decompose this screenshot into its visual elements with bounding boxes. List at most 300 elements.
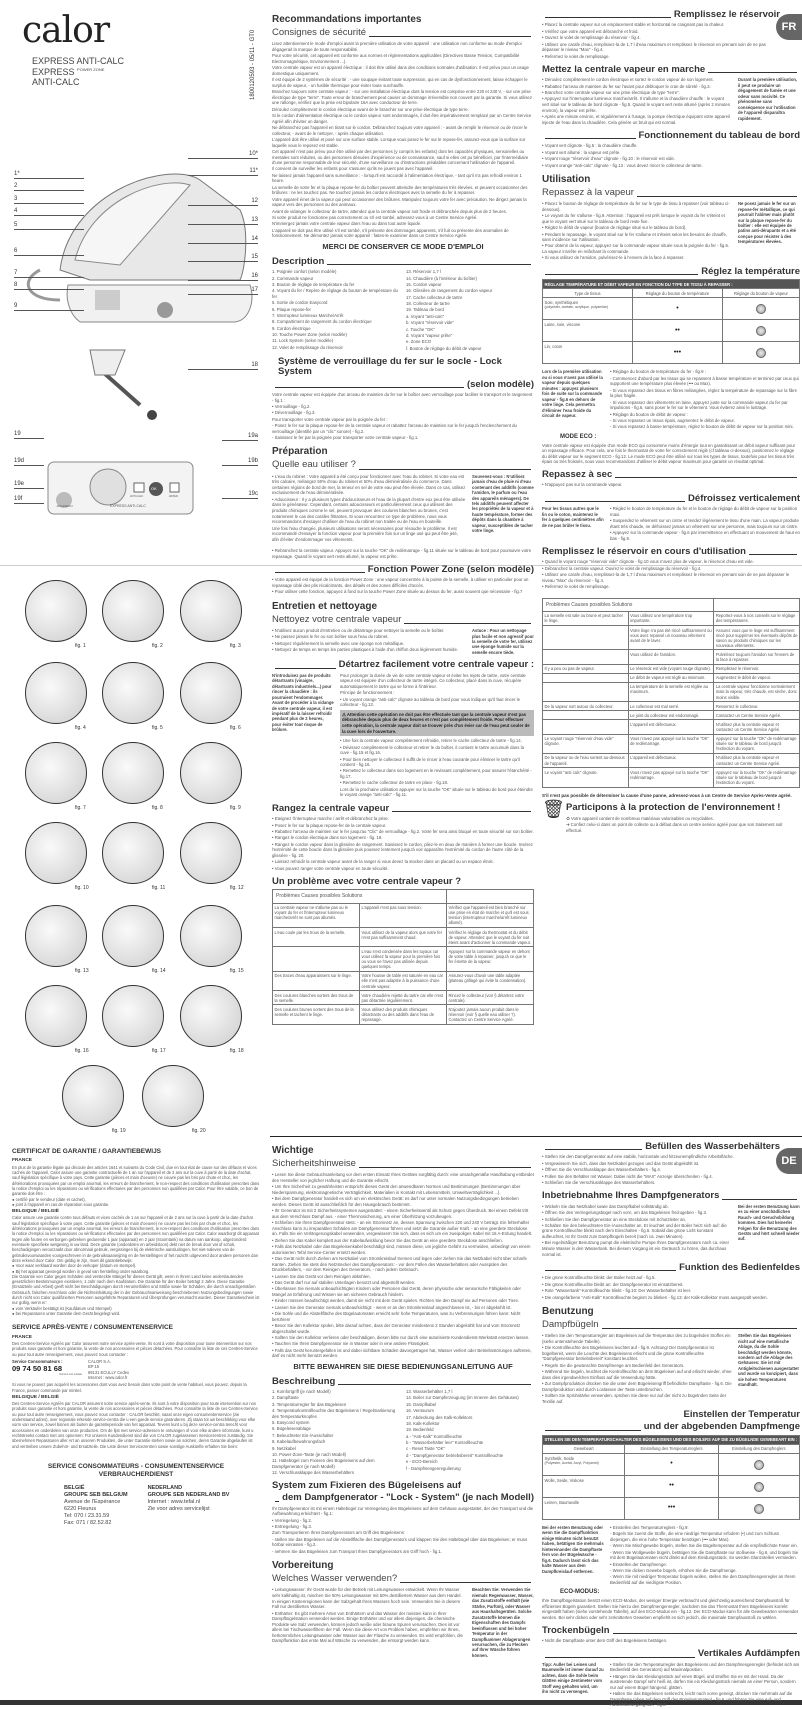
- address-line: 6220 Fleurus: [64, 1505, 97, 1512]
- eco-mode-title: MODE ECO :: [560, 433, 597, 440]
- bullet-item: • Während Sie bügeln, leuchtet die Kontrollleuchte an dem Bügeleisen auf und erlischt wieder, ohne dass dies irgendwelchen Einfluss auf die Verwendung hätte.: [542, 1369, 732, 1380]
- section-heading-2: [542, 1422, 800, 1432]
- note-text: S'il n'est pas possible de déterminer la cause d'une panne, adressez-vous à un Centre de Service Après-Vente agréé.: [542, 792, 792, 798]
- part-label: 11*: [188, 168, 258, 176]
- bullet-item: • Bei regelmäßiger Benutzung pumpt die elektrische Pumpe Ihres Dampfgenerators nach ca. einer Minute Wasser in den Wassertank. Bei diesem Vorgang ist ein Geräusch zu hören, das durchaus normal ist.: [542, 1240, 730, 1257]
- bullet-item: - Si vous repassez des tissus en fibres mélangées, réglez la température de repassage sur la fibre la plus fragile.: [610, 387, 798, 399]
- section-utilisation: [542, 174, 800, 262]
- section-heading: [542, 1306, 800, 1317]
- solution-cell: Vérifiez le réglage du thermostat et du débit de vapeur. Attendez que le voyant du fer soit éteint avant d'actionner la commande vapeur.: [447, 928, 534, 947]
- table-header-row: [543, 1444, 800, 1453]
- table-row: [543, 753, 800, 767]
- warranty-text: En plus de la garantie légale qui découle des articles 1641 et suivants du Code Civil, due en tout état de cause sur des défauts et vices cachés de l'appareil, Calor assure une garantie contractuelle de 1 an sur l'appareil et de 2 ans sur la cuve à partir de la date d'achat, sauf législation spécifique à votre pays. Cette garantie (pièces et main d'oeuvre) ne couvre pas les bris par chute et choc, les détériorations provoquées par un emploi anormal, les erreurs de branchement, le non-respect des conditions d'utilisation prescrites dans la notice d'emploi ou les réparations ou vérifications effectuées par des personnes non qualifiées par Calor. Pour être valable, ce bon de garantie doit être :: [12, 1164, 260, 1197]
- bullet-item: • Einstellen des Temperaturreglers - fig.9:: [610, 1525, 689, 1531]
- solution-cell: Remplissez le réservoir.: [714, 664, 800, 673]
- section-body: [542, 506, 800, 542]
- address-line: CALOR S.A.: [88, 1358, 111, 1364]
- section-heading-text: Réglez la température: [701, 265, 800, 277]
- main-text: [272, 628, 466, 655]
- recycle-bin-icon: 🗑: [542, 799, 565, 820]
- bullet-item: 14. Chaudière (à l'intérieur du boîtier): [406, 275, 478, 281]
- figure-caption: fig. 11: [152, 885, 166, 891]
- bullet-item: a - "Anti-Kalk" Kontrollleuchte: [406, 1433, 463, 1439]
- warranty-text: Die Garantie von Calor gegen Schäden und versteckte Mängel für dieses Gerät gilt, wenn in Ihrem Land keine anderslautenden gesetzlichen Bestimmungen existieren, 1 Jahr nach dem Kaufdatum. Die Garantie für den Boiler beträgt 2 Jahre. Diese Garantie (Ersatzteile und Arbeit) greift nicht bei Beschädigungen durch Herunterfallen und Stöße sowie für Schäden, die durch unsachgemäßen Gebrauch, falschen Anschluss oder die Nichteinhaltung der in der Gebrauchsanweisung beschriebenen Nutzungsbedingungen sowie durch nicht von Calor qualifizierten Personen ausgeführte Reparaturen und Überprüfungen verursacht wurden. Dieser Garantieschein ist nur gültig, wenn er:: [12, 1273, 260, 1306]
- problem-cell: [543, 682, 629, 701]
- bullet-item: • Quand le voyant rouge "réservoir vide" clignote - fig.10 vous n'avez plus de vapeur, le réservoir d'eau est vide.: [542, 559, 754, 565]
- bullet-item: • Rebranchez la centrale vapeur. Appuyez sur la touche "OK" de redémarrage - fig.11 située sur le tableau de bord pour poursuivre votre repassage. Quand le voyant vert reste allumé, la vapeur est prête.: [272, 548, 532, 559]
- bullet-item: • Die Kontrollleuchte des Bügeleisens leuchtet auf - fig.9. Achtung! Der Dampfgenerator ist bügelbereit, wenn die Leuchte des Bügeleisens erlischt und die grüne Kontrollleuchte "Dampfgenerator betriebsbereit" konstant leuchtet.: [542, 1345, 714, 1362]
- bullet-item: Votre centrale vapeur est équipée d'un arceau de maintien du fer sur le boîtier avec verrouillage pour faciliter le transport et le rangement - fig.1 :: [272, 391, 533, 403]
- bullet-item: Déroulez complètement le cordon électrique avant de le brancher sur une prise électrique de type terre.: [272, 106, 469, 112]
- bullet-item: - Si vous repassez un tissus épais, augmentez le débit de vapeur.: [610, 418, 735, 424]
- bullet-item: Votre appareil émet de la vapeur qui peut occasionner des brûlures. Manipulez toujours votre fer avec précaution. Ne dirigez jamais la vapeur vers des personnes ou des animaux.: [272, 196, 527, 208]
- section-subheading: [542, 187, 800, 199]
- section-environnement: [542, 799, 800, 834]
- bullet-item: • Suspendez le vêtement sur un cintre et tendez légèrement le tissu d'une main. La vapeur produite étant très chaude, ne défroissez jamais un vêtement sur une personne, mais toujours sur un cintre.: [610, 518, 799, 529]
- table-row: [543, 1498, 800, 1520]
- heading-rule: [275, 387, 464, 388]
- solution-cell: Pulvérisez toujours l'amidon sur l'envers de la face à repasser.: [714, 650, 800, 664]
- bullet-item: Une fois l'eau changée, plusieurs utilisations seront nécessaires pour résoudre le problème. Il est recommandé d'essayer la fonction vapeur pour la première fois sur un linge usé qui peut être jeté, afin d'éviter d'endommager vos vêtements.: [272, 525, 458, 542]
- bullet-item: • Appuyez sur l'interrupteur lumineux marche/arrêt. Il s'allume et la chaudière chauffe : le voyant vert situé sur le tableau de bord clignote - fig.5. Quand le voyant vert reste allumé (après 2 minutes environ), la vapeur est prête.: [542, 96, 730, 113]
- panel-label: 19a: [222, 433, 258, 441]
- bullet-item: • Leitungswasser: Ihr Gerät wurde für den Betrieb mit Leitungswasser entwickelt. Wenn Ihr Wasser sehr kalkhaltig ist, mischen Sie 50% Leitungswasser mit 50% destilliertem Wasser aus dem Handel. In einigen Küstenregionen kann der Salzgehalt Ihres Wassers hoch sein. Verwenden Sie in diesem Fall nur destilliertes Wasser.: [272, 1587, 462, 1610]
- bullet-item: • Utilisez une carafe d'eau, remplissez-la de 1,7 l d'eau maximum et remplissez le réservoir en prenant soin de ne pas dépasser le niveau "Max" du réservoir - fig.4.: [542, 572, 790, 583]
- side-note: Durant la première utilisation, il peut se produire un dégagement de fumée et une odeur sans nocivité. Ce phénomène sans conséquence sur l'utilisation de l'appareil disparaîtra rapidement.: [738, 77, 798, 121]
- bullet-item: • Ne passez jamais le fer ou son boîtier sous l'eau du robinet.: [272, 634, 389, 640]
- bullet-item: 8. Compartiment de rangement du cordon électrique: [272, 319, 372, 325]
- bullet-item: • Lassen Sie das Gerät vor dem Reinigen abkühlen.: [272, 1273, 371, 1279]
- bullet-item: b - "Wasserbehälter leer" Kontrollleuchte: [406, 1440, 484, 1445]
- figure-caption: fig. 9: [230, 805, 241, 811]
- steam-setting-cell: [718, 1476, 799, 1498]
- bullet-item: Ne laissez jamais l'appareil sans surveillance : - lorsqu'il est raccordé à l'alimentation électrique, - tant qu'il n'a pas refroidi environ 1 heure.: [272, 172, 522, 184]
- column-1-warranty: [12, 1148, 260, 1527]
- section-heading-text: Remplissez le réservoir en cours d'utilisation: [542, 546, 746, 558]
- bullet-item: • Posez le fer sur la plaque repose-fer de la centrale vapeur.: [272, 822, 387, 828]
- warranty-item: ● joint à l'appareil en cas de réparation sous garantie.: [12, 1201, 110, 1207]
- column-header: Type de tissus: [543, 289, 633, 298]
- figure-caption: fig. 20: [192, 1128, 206, 1134]
- section-heading-2-text: und der abgebenden Dampfmenge: [643, 1421, 800, 1433]
- steam-knob-icon: [756, 348, 766, 358]
- phone-block: [12, 1359, 82, 1380]
- bullet-item: f. Bouton de réglage du débit de vapeur: [406, 345, 482, 351]
- problem-cell: Il y a peu ou pas de vapeur.: [543, 664, 629, 673]
- part-label: 3: [14, 196, 84, 204]
- bullet-item: • Nettoyez régulièrement la semelle avec une éponge non métallique.: [272, 640, 405, 646]
- section-heading-text: Utilisation: [542, 173, 591, 185]
- heading-rule: [545, 501, 685, 502]
- bullet-item: • Ouvrez le volet de remplissage du réservoir - fig.4.: [542, 35, 641, 41]
- panel-label: 19d: [14, 458, 44, 466]
- section-heading-text: Benutzung: [542, 1305, 594, 1317]
- bullet-item: • Pour obtenir de la vapeur, appuyez sur la commande vapeur située sous la poignée du fer - fig.6. La vapeur s'arrête en relâchant la commande.: [542, 243, 730, 255]
- bullet-item: 17. Abdeckung des Kalk-Kollektors: [406, 1414, 473, 1420]
- bullet-item: 10. Power-Zone-Taste (je nach Modell): [272, 1451, 347, 1457]
- eco-mode-text: Votre centrale vapeur est équipée d'un mode ECO qui consomme moins d'énergie tout en garantissant un débit vapeur suffisant pour un repassage efficace. Pour cela, une fois le thermostat de votre fer correctement réglé (cf tableau ci-dessus), positionnez le réglage du débit vapeur sur le segment ECO - fig.12. Le mode ECO peut être utilisé sur tous les types de tissus, toutefois pour les tissus très épais ou très froissés, nous vous recommandons d'utiliser le débit vapeur maximum pour garantir un résultat optimal.: [542, 442, 796, 465]
- steam-setting-cell: [722, 342, 799, 364]
- part-label: 4: [14, 208, 84, 216]
- section-detartrez: [272, 660, 534, 798]
- table-row: [543, 768, 800, 787]
- consumer-label: Service Consommateurs :: [12, 1358, 63, 1364]
- cause-cell: L'eau s'est condensée dans les tuyaux car vous utilisez la vapeur pour la première fois ou vous ne l'avez pas utilisée depuis quelques temps.: [360, 947, 447, 971]
- bullet-item: • Après une minute environ, et régulièrement à l'usage, la pompe électrique équipant votre appareil injecte de l'eau dans la chaudière. Cela génère un bruit qui est normal.: [542, 113, 730, 125]
- bullet-item: • Schließen Sie Ihren Dampfgenerator stets: - an ein Stromnetz an, dessen Spannung zwischen 220 und 240 V beträgt. Ein fehlerhafter Anschluss kann zu irreparablen Schäden am Dampfgenerator führen und setzt die Garantie außer Kraft. - an eine geerdete Steckdose an. Falls Sie ein Verlängerungskabel verwenden, vergewissern Sie sich, dass es sich um ein zweipoliges Kabel mit 16 A-Erdung handelt.: [272, 1220, 533, 1237]
- section-body: [272, 474, 534, 543]
- steam-knob-icon: [754, 1504, 764, 1514]
- bullet-item: • Verrouillage - fig.2.: [272, 403, 311, 409]
- bullet-item: 12. Volet de remplissage du réservoir: [272, 344, 343, 350]
- table-row: [543, 682, 800, 701]
- section-trocken: [542, 1626, 800, 1645]
- fabric-cell: [543, 342, 633, 364]
- bullet-item: 1. Komfortgriff (je nach Modell): [272, 1389, 331, 1394]
- bullet-item: 19. Bedienfeld: [406, 1427, 434, 1433]
- column-header: Einstellung des Dampfreglers: [718, 1444, 799, 1453]
- section-recommandations: [272, 14, 534, 252]
- bullet-item: • Bevor Sie den Kollektor spülen, bitte darauf achten, dass der Generator mindestens 2 Stunden abgekühlt hat und vom Stromnetz abgeschaltet wurde.: [272, 1322, 521, 1334]
- section-subheading-text: Quelle eau utiliser ?: [272, 459, 356, 471]
- solution-cell: Rincez le collecteur (voir § détartrez votre centrale).: [447, 991, 534, 1005]
- bullet-item: - Si vous repassez à basse température, réglez le bouton de débit de vapeur sur la position mini.: [610, 424, 794, 430]
- table-header: Problèmes Causes possibles Solutions: [273, 890, 447, 903]
- panel-water-label: WATER: [169, 495, 178, 498]
- heading-rule: [327, 264, 531, 265]
- table-row: [273, 903, 534, 927]
- figure-caption: fig. 14: [152, 968, 166, 974]
- section-service: [12, 1324, 260, 1449]
- section-heading: [272, 601, 534, 612]
- bullet-item: • Dévissez complètement le collecteur et retirer le du boîtier, il contient le tartre accumulé dans la cuve - fig.15 et fig.16.: [340, 744, 524, 756]
- bullet-item: • Sollten Sie Sprühstärke verwenden, sprühen Sie diese nur auf der nicht zu bügelnden Seite der Textilie auf.: [542, 1392, 727, 1404]
- section-rangez: [272, 804, 534, 872]
- table-row: [543, 734, 800, 753]
- panel-label: 19f: [14, 496, 44, 504]
- bullet-item: 2. Commande vapeur: [272, 275, 314, 281]
- table-row: [273, 971, 534, 990]
- steam-setting-cell: [718, 1498, 799, 1520]
- bullet-item: - Wenn Sie Wollgewebe bügeln, betätigen Sie die Dampftaste nur stoßweise - fig.6, und bügeln Sie mit dem Bügelautomaten nicht direkt auf dem Kleidungsstück. So werden Glanzstellen vermieden.: [610, 1549, 799, 1561]
- model-name-1: EXPRESS ANTI-CALC: [32, 56, 125, 66]
- bullet-item: - nehmen Sie das Bügeleisen zum Transport Ihres Dampfgenerators am Griff hoch - fig.1.: [272, 1548, 442, 1554]
- address-line: Fax: 071 / 82.52.82: [64, 1519, 112, 1526]
- bullet-item: • Voyant orange "anti-calc" clignote - fig.13 : vous devez rincer le collecteur de tartre.: [542, 162, 703, 168]
- heading-rule: [275, 668, 336, 669]
- section-entretien: [272, 601, 534, 656]
- bullet-item: • Réglage du bouton de température du fer - fig.9 :: [610, 369, 706, 375]
- column-header: Réglage du bouton de température: [633, 289, 723, 298]
- part-label: 8: [14, 282, 84, 290]
- steam-setting-cell: [722, 298, 799, 320]
- panel-label: 19e: [14, 481, 44, 489]
- warranty-item: ● bei Reparaturen unter Garantie dem Gerät beigelegt wird.: [12, 1311, 121, 1317]
- heading-rule: [602, 1328, 797, 1329]
- bullet-item: • Enthärter: Es gibt mehrere Arten von Enthärtern und das Wasser der meisten kann in Ihrer Dampfbügelstation verwendet werden. Einige Enthärter und vor allem diejenigen, die chemische Produkte wie Salz verwenden, können jedoch weiße oder braune Spuren verursachen. Dies ist vor allem bei Tischwasserfiltern der Fall. Wenn Sie diese Art von Problem haben, empfehlen wir Ihnen, herkömmliches Leitungswasser oder Wasser aus der Flasche zu verwenden. Es wird empfohlen, die Dampffunktion das erste Mal auf Wäsche zu verwenden, die entsorgt werden kann.: [272, 1610, 463, 1644]
- section-subheading-text: Dampfbügeln: [542, 1318, 599, 1330]
- fabric-name: Synthetik, Seide: [544, 1455, 575, 1461]
- bullet-item: • Une fois la centrale vapeur complètement refroidie, retirer le cache collecteur de tartre - fig.14.: [340, 738, 522, 744]
- problem-cell: Le voyant "anti calc" clignote.: [543, 768, 629, 787]
- table-row: [543, 298, 800, 320]
- figure-illustration: [102, 905, 164, 967]
- warranty-text: Calor assure une garantie contre tous défauts et vices cachés de 1 an sur l'appareil et de 2 ans sur la cuve à partir de la date d'achat sauf législation spécifique à votre pays. Cette garantie (pièces et main d'oeuvre) ne couvre pas les bris par chute et choc, les détériorations provoquées par un emploi anormal, les erreurs de branchement, le non-respect des conditions d'utilisation prescrites dans la notice d'emploi ou les réparations ou vérifications effectuées par des personnes non qualifiées par Calor. Calor waarborgt dit apparaat tegen alle fouten en verborgen gebreken gedurende 1 jaar (apparaat) en 2 jaar (stoomtank) na datum van aankoop, uitgezonderd eventuele specifieke wetgeving in uw land. Deze garantie (onderdelen en arbeidsloon) dekt niet de breuk door val of schok, beschadigingen veroorzaakt door abnormaal gebruik, vergissingen bij de elektrische aansluitingen, het niet-naleven van de gebruiksvoorwaarden voorgeschreven in de gebruiksaanwijzing en de herstellingen of het nazicht uitgevoerd door andere personen dan deze erkend door Calor. Om geldig te zijn, moet dit garantiebewijs:: [12, 1215, 260, 1263]
- section-heading: [542, 131, 800, 141]
- bullet-item: • Die orangefarbene "Anti-Kalk" Kontrollleuchte beginnt zu blinken - fig.13: der Kalk-Kollektor muss ausgespült werden.: [542, 1294, 768, 1300]
- bullet-item: • Débranchez la centrale vapeur. Ouvrez le volet de remplissage du réservoir - fig.4.: [542, 565, 702, 571]
- main-text: [610, 506, 800, 542]
- bullet-item: Avant de vidanger le collecteur de tartre, attendez que la centrale vapeur soit froide et débranchée depuis plus de 2 heures.: [272, 208, 507, 214]
- main-text: [610, 369, 800, 430]
- section-inbetrieb: [542, 1191, 800, 1258]
- address-line: BP 15: [88, 1364, 100, 1370]
- side-note: Pour les tissus autres que le lin ou le coton, maintenez le fer à quelques centimètres afin de ne pas brûler le tissu.: [542, 506, 604, 528]
- bullet-item: • Utilisez une carafe d'eau, remplissez-la de 1,7 l d'eau maximum et remplissez le réservoir en prenant soin de ne pas dépasser le niveau "Max" - fig.4.: [542, 41, 766, 53]
- bullet-item: • Schalten Sie den beleuchteten Ein-/Ausschalter an. Er leuchtet und der Boiler heizt sich auf: die grüne Kontrollleuchte blinkt nach dem Einschalten - fig.5. Sobald das grüne Licht konstant aufleuchtet, ist Ihr Gerät zum Dampfbügeln bereit (nach ca. zwei Minuten).: [542, 1222, 727, 1240]
- section-heading-text: Rangez la centrale vapeur: [272, 802, 390, 814]
- part-label: 10*: [188, 151, 258, 159]
- bullet-item: 15. Cordon vapeur: [406, 281, 442, 287]
- section-body: [272, 1587, 534, 1658]
- part-label: 6: [14, 248, 84, 256]
- section-body: [542, 1204, 800, 1258]
- table-header-row: [543, 289, 800, 298]
- section-heading-text: Recommandations importantes: [272, 14, 422, 25]
- problem-cell: De la vapeur sort autour du collecteur.: [543, 702, 629, 711]
- section-consumer: [12, 1463, 260, 1527]
- section-einstellen_notes: [542, 1525, 800, 1620]
- bullet-item: - Saisissez le fer par la poignée pour transporter votre centrale vapeur - fig.1.: [272, 434, 419, 440]
- problem-table: [272, 889, 534, 1024]
- bullet-item: • Un voyant orange "anti-calc" clignote au tableau de bord pour vous indiquer qu'il faut rincer le collecteur - fig.13.: [340, 696, 520, 708]
- problem-cell: [543, 650, 629, 664]
- figure-caption: fig. 4: [75, 725, 86, 731]
- main-text: [272, 1587, 466, 1658]
- contact-block: [12, 1359, 260, 1380]
- table-title: RÉGLAGE TEMPÉRATURE ET DÉBIT VAPEUR EN FONCTION DU TYPE DE TISSU À REPASSER :: [543, 280, 800, 289]
- doc-code: 1800120593 - 05/11 - GT0: [250, 29, 256, 100]
- bullet-item: 4. Voyant du fer / Repère de réglage du bouton de température du fer: [272, 288, 398, 299]
- bullet-item: • Appuyez sur la commande vapeur - fig.6 par intermittence en effectuant un mouvement de haut en bas - fig.8.: [610, 530, 800, 541]
- panel-label: 19b: [222, 458, 258, 466]
- column-header: Gewebeart: [543, 1444, 625, 1453]
- bullet-item: 16. Glissière de rangement du cordon vapeur: [406, 288, 493, 294]
- solution-cell: Appuyez sur la touche "OK" de redémarrage située sur le tableau de bord jusqu'à l'extinction du voyant.: [714, 734, 800, 753]
- bullet-item: 2. Dampftaste: [272, 1395, 299, 1401]
- section-fonctionnement: [542, 131, 800, 169]
- bullet-item: • Bei dem Dampfgenerator handelt es sich um ein elektrisches Gerät: es darf nur unter normalen Nutzungsbedingungen betrieben werden. Dieses Gerät ist ausschließlich für den Hausgebrauch bestimmt.: [272, 1196, 519, 1207]
- problem-cell: Des traces d'eau apparaissent sur le linge.: [273, 971, 360, 990]
- figure-illustration: [142, 1065, 204, 1127]
- heading-rule: [545, 17, 671, 18]
- bullet-item: • Stellen Sie den Temperaturregler am Bügeleisen auf die Temperatur des zu bügelnden Stoffes ein (siehe untenstehende Tabelle).: [542, 1333, 731, 1344]
- cause-cell: Vous n'avez pas appuyé sur la touche "OK" de redémarrage.: [628, 734, 714, 753]
- cause-cell: Le réservoir est vide (voyant rouge clignote).: [628, 664, 714, 673]
- country-title: FRANCE: [12, 1158, 32, 1164]
- bullet-item: b. Voyant "réservoir vide": [406, 320, 454, 326]
- section-subheading-text: Nettoyez votre centrale vapeur: [272, 613, 402, 625]
- figure-caption: fig. 7: [75, 805, 86, 811]
- heading-rule: [545, 274, 698, 275]
- figure-illustration: [180, 985, 242, 1047]
- bullet-item: c - Reset Taste "OK": [406, 1446, 446, 1452]
- bullet-item: • Refermez le volet de remplissage.: [542, 584, 610, 590]
- bullet-item: 11. Lock System (selon modèle): [272, 338, 334, 344]
- bullet-item: • Remettez le collecteur dans son logement en le revissant complètement, pour assurer l'étanchéité - fig.17.: [340, 768, 532, 780]
- bullet-item: 16. Ventourum: [406, 1408, 434, 1414]
- bullet-item: • Die Sohle und die Abstellfläche des Bügelautomaten erreicht sehr hohe Temperaturen, was zu Verbrennungen führen kann: Nicht berühren!: [272, 1311, 521, 1322]
- bullet-item: Votre centrale vapeur est un appareil électrique : il doit être utilisé dans des conditions normales d'utilisation. Il est prévu pour un usage domestique uniquement.: [272, 65, 529, 76]
- side-note: Stellen Sie das Bügeleisen nicht auf eine metallische Ablage, da die Sohle beschädigt werden könnte, sondern auf die Ablage des Gehäuses: Sie ist mit Antigleitschienen ausgestattet und wurde so konzipiert, dass sie hohen Temperaturen standhält.: [738, 1333, 799, 1388]
- section-heading: [542, 1142, 780, 1152]
- cause-cell: Vous utilisez des produits chimiques détartrants ou des additifs dans l'eau de repassage.: [360, 1005, 447, 1024]
- bullet-item: ➜ Confiez celui-ci dans un point de collecte ou à défaut dans un centre service agréé pour que son traitement soit effectué.: [566, 822, 783, 833]
- heading-rule: [545, 1657, 695, 1658]
- main-text: [610, 1662, 800, 1709]
- address-nl: [148, 1485, 230, 1527]
- section-heading-text: Befüllen des Wasserbehälters: [645, 1141, 780, 1152]
- section-heading-text: Fonction Power Zone (selon modèle): [367, 563, 534, 575]
- section-heading: [542, 10, 780, 20]
- warranty-item: ● vom Verkäufer bestätigt ist (Kaufdatum und Stempel): [12, 1305, 112, 1311]
- side-note: Ne posez jamais le fer sur un repose-fer métallique, ce qui pourrait l'abîmer mais plutôt sur la plaque repose-fer du boîtier : elle est équipée de patins anti-dérapants et a été conçue pour résister à des températures élevées.: [738, 201, 796, 245]
- bullet-item: • Déroulez complètement le cordon électrique et sortez le cordon vapeur de son logement.: [542, 77, 714, 83]
- bullet-item: • Voyant vert clignote - fig.5 : la chaudière chauffe.: [542, 143, 638, 149]
- bullet-item: Lors de la prochaine utilisation appuyer sur la touche "OK" située sur le tableau de bord pour éteindre le voyant orange "anti-calc" - fig.11.: [340, 786, 533, 798]
- bullet-item: • Pendant le repassage, le voyant situé sur le fer s'allume et s'éteint selon les besoins de chauffe, sans incidence sur l'utilisation.: [542, 231, 728, 243]
- address-line: NEDERLAND: [147, 1484, 183, 1491]
- bullet-item: d - "Dampfgenerator betriebsbereit" Kontrollleuchte: [406, 1452, 504, 1458]
- fabric-detail: (polyester, acetate, acrylique, polyamide): [544, 305, 609, 310]
- problem-cell: De la vapeur ou de l'eau sortent au-dessous de l'appareil.: [543, 753, 629, 767]
- bullet-item: • Vous pouvez ranger votre centrale vapeur en toute sécurité.: [272, 865, 389, 871]
- heading-rule: [359, 1167, 531, 1168]
- cause-cell: L'appareil n'est pas sous tension.: [360, 903, 447, 927]
- bullet-item: Ihr Dampfgenerator ist mit einem Haltebügel zur Verriegelung des Bügeleisens auf dem Gehäuse ausgestattet, der den Transport und die Aufbewahrung erleichtert - fig.1:: [272, 1505, 534, 1517]
- section-befullen: [542, 1142, 780, 1186]
- bullet-item: N'immergez jamais votre centrale vapeur dans l'eau ou dans tout autre liquide.: [272, 221, 422, 227]
- bullet-item: • Pour bien nettoyer le collecteur il suffit de le rincer à l'eau courante pour éliminer le tartre qu'il contient - fig.16.: [340, 756, 520, 768]
- steam-knob-icon: [756, 304, 766, 314]
- figure-caption: fig. 1: [75, 643, 86, 649]
- bullet-item: • Halten Sie das Bügeleisen senkrecht, leicht nach vorne geneigt, drücken Sie mehrmals auf die Dampftaste (oben auf dem Griff des Bügelautomaten) - fig.6, und führen Sie eine Auf- und Abwärtsbewegung aus - fig.8.: [610, 1691, 793, 1708]
- section-subheading: [542, 1319, 800, 1331]
- steam-setting-cell: [722, 320, 799, 342]
- bullet-item: • Sollten Sie den Kollektor verlieren oder beschädigen, diesen bitte nur durch eine autorisierte Kundendienst-Werkstatt ersetzen lassen.: [272, 1334, 530, 1340]
- temperature-table: [542, 1435, 800, 1520]
- address-block: [88, 1359, 129, 1380]
- section-rebranchez: [272, 548, 534, 560]
- fabric-cell: [543, 320, 633, 342]
- temperature-table: [542, 279, 800, 364]
- table-row: [273, 1005, 534, 1024]
- bullet-item: • Réglage du bouton de débit de vapeur :: [610, 411, 689, 417]
- section-heading-text: Participons à la protection de l'environnement !: [566, 802, 781, 814]
- figure-illustration: [102, 742, 164, 804]
- figure-illustration: [25, 662, 87, 724]
- bullet-item: • N'utilisez aucun produit d'entretien ou de détartrage pour nettoyer la semelle ou le boîtier.: [272, 628, 445, 634]
- bullet-item: 11. Haltebügel zum Fixieren des Bügeleisens auf dem Dampfgenerator (je nach Modell): [272, 1458, 375, 1469]
- section-powerzone: [272, 565, 534, 596]
- bullet-item: • Refermez le volet de remplissage.: [542, 53, 610, 59]
- heading-rule: [275, 572, 365, 573]
- part-label: 2: [14, 183, 84, 191]
- side-note: Lors de la première utilisation ou si vous n'avez pas utilisé la vapeur depuis quelques minutes : appuyez plusieurs fois de suite sur la commande vapeur - fig.6 en dehors de votre linge. Cela permettra d'éliminer l'eau froide du circuit de vapeur.: [542, 369, 603, 419]
- section-heading: [272, 877, 534, 887]
- bullet-item: Zum Transportieren Ihres Dampfgenerators am Griff des Bügeleisens:: [272, 1530, 405, 1536]
- bullet-item: 1. Poignée confort (selon modèle): [272, 269, 337, 275]
- heading-rule: [708, 72, 797, 73]
- problem-table: [542, 598, 800, 788]
- side-note: Bei der ersten Benutzung kann es zu einer unschädlichen Rauch- und Geruchsbildung kommen. Dies hat keinerlei Folgen für die Benutzung des Geräts und hört schnell wieder auf.: [738, 1203, 800, 1242]
- figure-illustration: [102, 580, 164, 642]
- bullet-item: • Laissez refroidir la centrale vapeur avant de la ranger si vous devez la stocker dans un placard ou un espace étroit.: [272, 859, 494, 865]
- bullet-item: • Adoucisseur : Il y a plusieurs types d'adoucisseurs et l'eau de la plupart d'entre eux peut être utilisée dans le générateur. Cependant, certains adoucisseurs et particulièrement ceux qui utilisent des produits chimiques comme le sel, peuvent provoquer des coulures blanches ou brunes, c'est notamment le cas des carafes filtrantes. Si vous rencontrez ce type de problème, nous vous recommandons d'essayer d'utiliser de l'eau du robinet non traitée ou de l'eau en bouteille.: [272, 496, 466, 525]
- service-text: Si vous ne pouvez pas acquérir les accessoires dont vous avez besoin dans votre point de vente habituel, vous pouvez, depuis la France, passer commande par minitel.: [12, 1382, 247, 1393]
- address-line: Zie voor adres servicelijst: [147, 1505, 210, 1512]
- figure-caption: fig. 10: [75, 885, 89, 891]
- consumer-addresses: [12, 1485, 260, 1527]
- section-funktion: [542, 1263, 800, 1301]
- section-heading: [272, 804, 534, 814]
- warranty-item: ● Voor waar verklaard worden door de verkoper (datum en stempel).: [12, 1263, 137, 1269]
- bullet-item: Il est équipé de 2 systèmes de sécurité : - une soupape évitant toute surpression, qui en cas de dysfonctionnement, laisse échapper le surplus de vapeur, - un fusible thermique pour éviter toute surchauffe.: [272, 77, 528, 88]
- table-header: Problèmes Causes possibles Solutions: [543, 598, 714, 611]
- eco-mode-title: ECO-MODUS:: [560, 1589, 600, 1596]
- table-row: [543, 650, 800, 664]
- bullet-item: 7. Interrupteur lumineux Marche/Arrêt: [272, 312, 344, 318]
- bullet-item: • Nicht die Dampftaste unter dem Griff des Bügeleisens betätigen.: [542, 1637, 668, 1643]
- part-label: 17: [188, 287, 258, 295]
- section-heading-text: Inbetriebnahme Ihres Dampfgenerators: [542, 1190, 720, 1202]
- bullet-item: 7. Beleuchteter Ein-/Ausschalter: [272, 1432, 334, 1438]
- model-name-2-sup: POWER ZONE: [77, 67, 105, 72]
- bullet-item: 13. Réservoir 1,7 l: [406, 269, 441, 275]
- bullet-item: 18. Collecteur de tartre: [406, 301, 450, 307]
- bullet-item: • Um Ihre Sicherheit zu gewährleisten entspricht dieses Gerät den anwendbaren Normen und Bestimmungen (Bestimmungen über Niederspannung, elektromagnetische Verträglichkeit, Materialien in Kontakt mit Lebensmitteln, Umweltverträglichkeit ...).: [272, 1184, 521, 1195]
- address-line: Internet : www.calor.fr: [88, 1374, 128, 1380]
- fabric-cell: [543, 1498, 625, 1520]
- bullet-item: • Votre appareil est équipé de la fonction Power Zone : une vapeur concentrée à la pointe de la semelle, à utiliser en particulier pour un repassage ciblé des plis récalcitrants, des détails et des zones difficiles d'accès.: [272, 577, 529, 588]
- bullet-item: • Nettoyez de temps en temps les parties plastiques à l'aide d'un chiffon doux légèrement humide.: [272, 647, 459, 653]
- bullet-item: • Rote "Wassertank"-Kontrollleuchte blinkt - fig.10: Der Wasserbehälter ist leer.: [542, 1288, 692, 1294]
- bullet-item: • N'appuyez pas sur la commande vapeur.: [542, 482, 623, 488]
- bullet-item: • Réglez le bouton de température du fer et le bouton de réglage du débit de vapeur sur la position maxi.: [610, 506, 798, 517]
- table-row: [543, 626, 800, 650]
- section-body: [542, 201, 800, 262]
- bullet-item: • Eteignez l'interrupteur marche / arrêt et débranchez la prise.: [272, 816, 389, 822]
- section-wichtige: [272, 1145, 534, 1372]
- cause-cell: Vous n'avez pas appuyé sur la touche "OK" redémarrage.: [628, 768, 714, 787]
- section-lock: [272, 357, 534, 442]
- solution-cell: N'utilisez plus la centrale vapeur et contactez un Centre Service Agréé.: [714, 720, 800, 734]
- figure-illustration: [25, 905, 87, 967]
- section-heading-text: Préparation: [272, 446, 328, 458]
- table-row: [543, 1476, 800, 1498]
- part-label: 9: [14, 303, 84, 311]
- bullet-item: - Wenn Sie dicken Gewebe bügeln, erhöhen Sie die Dampfmenge.: [610, 1568, 737, 1574]
- section-heading: [272, 257, 534, 267]
- bullet-item: 6. Bügeleisenablage: [272, 1426, 311, 1432]
- problem-cell: [543, 711, 629, 720]
- bullet-item: • Lesen Sie diese Gebrauchsanleitung vor dem ersten Einsatz Ihres Gerätes sorgfältig durch: eine unsachgemäße Handhabung entbindet den Hersteller von jeglicher Haftung und die Garantie erlischt.: [272, 1172, 534, 1183]
- bullet-item: • Füllen Sie den Behälter mit Wasser. Dabei nicht die "MAX" Anzeige überschreiten - fig.4.: [542, 1173, 713, 1179]
- warranty-item: ● Bij het apparaat gevoegd worden in geval van herstelling onder waarborg.: [12, 1268, 150, 1274]
- bullet-item: 19. Tableau de bord: [406, 307, 444, 313]
- fabric-name: Wolle, Seide, Viskose: [544, 1477, 584, 1483]
- side-note: Souvenez-vous : N'utilisez jamais d'eau de pluie ni d'eau contenant des additifs (comme l'amidon, le parfum ou l'eau des appareils ménagers). De tels additifs peuvent affecter les propriétés de la vapeur et à haute température, former des dépôts dans la chambre à vapeur, susceptibles de tacher votre linge.: [472, 473, 534, 534]
